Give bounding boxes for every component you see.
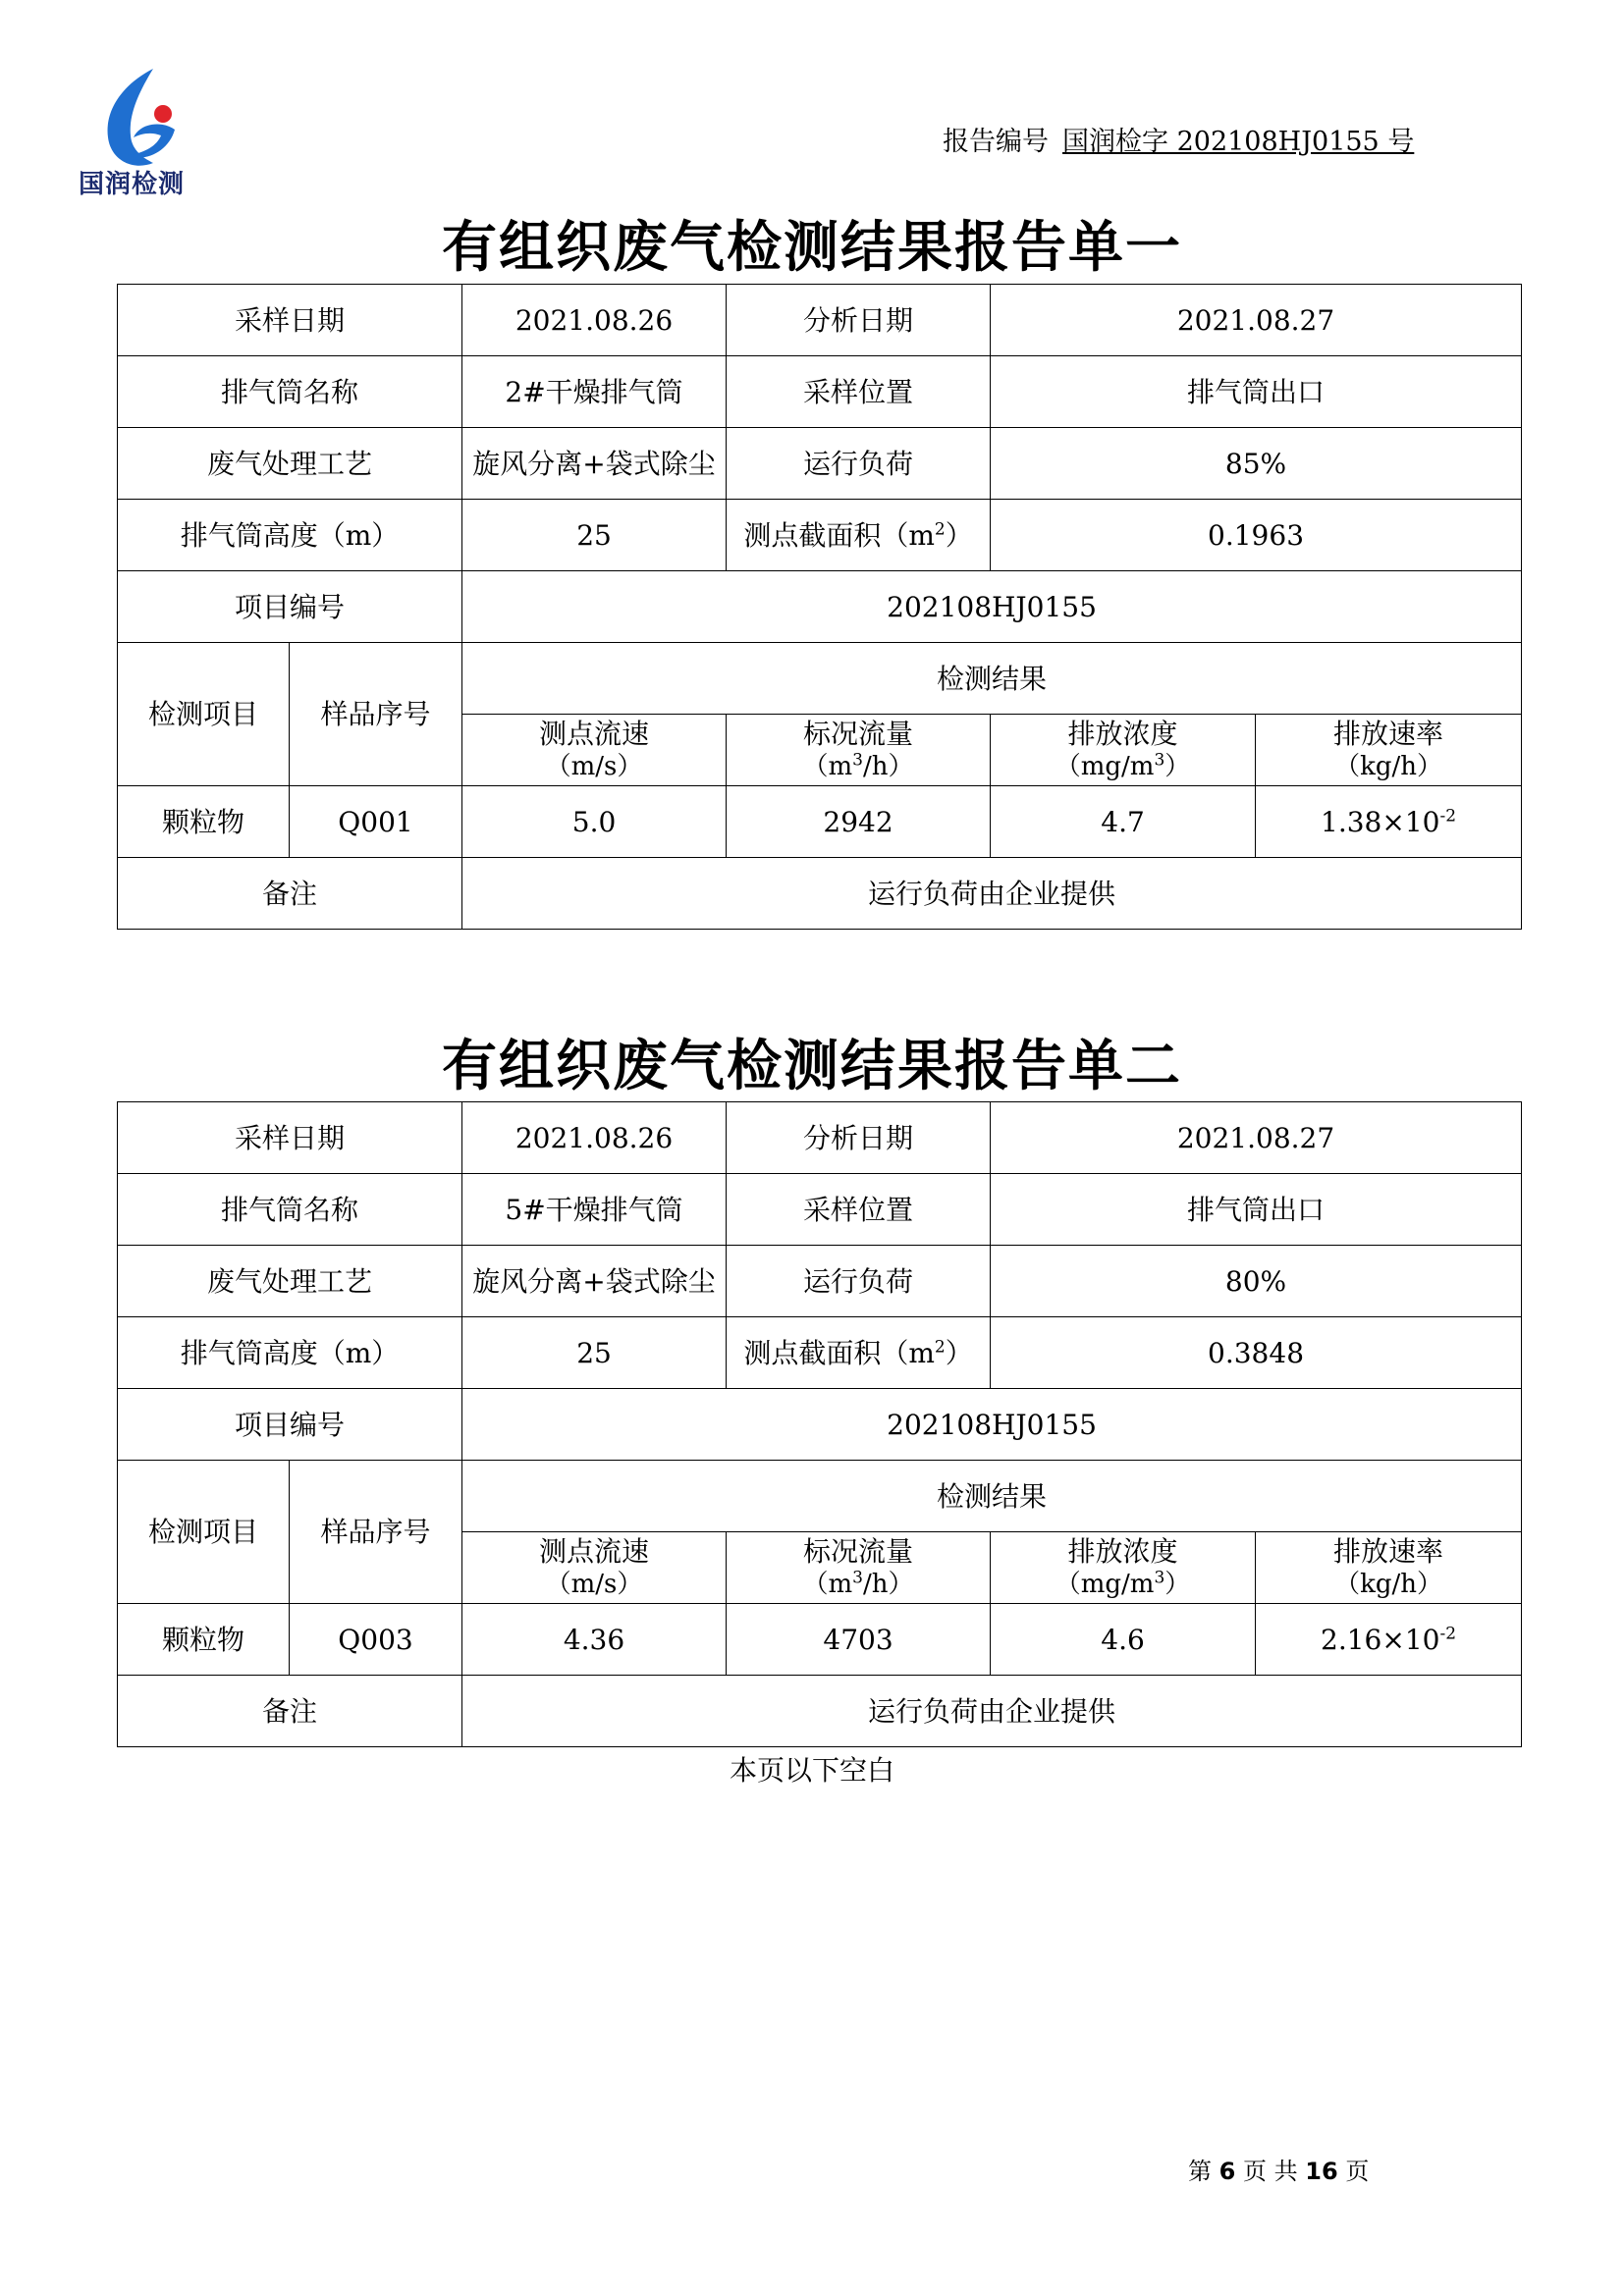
- sampling-date-value: 2021.08.26: [462, 285, 727, 356]
- test-result-label: 检测结果: [462, 643, 1522, 715]
- table-row: [118, 500, 1522, 571]
- report-table-2: [117, 1101, 1522, 1747]
- section-area-value: 0.3848: [991, 1317, 1522, 1389]
- report-number: [943, 120, 1414, 158]
- sampling-date-label: 采样日期: [118, 1102, 462, 1174]
- project-no-value: 202108HJ0155: [462, 1389, 1522, 1461]
- table-row: [118, 786, 1522, 858]
- row-sample: Q003: [290, 1604, 462, 1676]
- sample-no-label: 样品序号: [290, 1461, 462, 1604]
- test-result-label: 检测结果: [462, 1461, 1522, 1532]
- load-value: 85%: [991, 428, 1522, 500]
- col-rate: 排放速率 （kg/h）: [1256, 715, 1522, 786]
- table-row: [118, 571, 1522, 643]
- report-title-1: 有组织废气检测结果报告单一: [442, 216, 1182, 280]
- table-row: [118, 428, 1522, 500]
- project-no-value: 202108HJ0155: [462, 571, 1522, 643]
- col-velocity: 测点流速 （m/s）: [462, 1532, 727, 1604]
- table-row: [118, 1102, 1522, 1174]
- col-flow: 标况流量 $(m^3/h)$: [727, 715, 991, 786]
- remark-label: 备注: [118, 858, 462, 930]
- stack-name-value: 5#干燥排气筒: [462, 1174, 727, 1246]
- sampling-date-value: 2021.08.26: [462, 1102, 727, 1174]
- blank-page-note: 本页以下空白: [729, 1754, 894, 1787]
- table-row: [118, 1246, 1522, 1317]
- row-item: 颗粒物: [118, 1604, 290, 1676]
- row-velocity: 4.36: [462, 1604, 727, 1676]
- report-title-2: 有组织废气检测结果报告单二: [442, 1035, 1182, 1098]
- process-value: 旋风分离+袋式除尘: [462, 1246, 727, 1317]
- process-label: 废气处理工艺: [118, 1246, 462, 1317]
- load-value: 80%: [991, 1246, 1522, 1317]
- sampling-position-label: 采样位置: [727, 1174, 991, 1246]
- row-velocity: 5.0: [462, 786, 727, 858]
- table-row: [118, 1174, 1522, 1246]
- stack-height-value: 25: [462, 1317, 727, 1389]
- table-row: [118, 285, 1522, 356]
- process-label: 废气处理工艺: [118, 428, 462, 500]
- load-label: 运行负荷: [727, 1246, 991, 1317]
- table-row: [118, 858, 1522, 930]
- row-concentration: 4.6: [991, 1604, 1256, 1676]
- col-flow: 标况流量 $(m^3/h)$: [727, 1532, 991, 1604]
- report-table-1: [117, 284, 1522, 930]
- row-flow: 4703: [727, 1604, 991, 1676]
- stack-name-label: 排气筒名称: [118, 1174, 462, 1246]
- analysis-date-label: 分析日期: [727, 1102, 991, 1174]
- table-row: [118, 1461, 1522, 1532]
- table-row: [118, 356, 1522, 428]
- sample-no-label: 样品序号: [290, 643, 462, 786]
- company-logo-text: 国润检测: [79, 170, 186, 199]
- sampling-position-value: 排气筒出口: [991, 356, 1522, 428]
- remark-label: 备注: [118, 1676, 462, 1747]
- col-rate: 排放速率 （kg/h）: [1256, 1532, 1522, 1604]
- page-number: 第 6 页 共 16 页: [1188, 2158, 1370, 2185]
- analysis-date-label: 分析日期: [727, 285, 991, 356]
- load-label: 运行负荷: [727, 428, 991, 500]
- report-number-label: 报告编号: [943, 127, 1049, 157]
- analysis-date-value: 2021.08.27: [991, 285, 1522, 356]
- table-row: [118, 1676, 1522, 1747]
- row-flow: 2942: [727, 786, 991, 858]
- section-area-label: 测点截面积$(m^2)$: [727, 500, 991, 571]
- sampling-date-label: 采样日期: [118, 285, 462, 356]
- stack-name-value: 2#干燥排气筒: [462, 356, 727, 428]
- report-number-value: 国润检字 202108HJ0155 号: [1062, 127, 1415, 157]
- section-area-label: 测点截面积$(m^2)$: [727, 1317, 991, 1389]
- test-item-label: 检测项目: [118, 1461, 290, 1604]
- stack-height-label: 排气筒高度（m）: [118, 1317, 462, 1389]
- table-row: [118, 1389, 1522, 1461]
- stack-height-label: 排气筒高度（m）: [118, 500, 462, 571]
- section-area-value: 0.1963: [991, 500, 1522, 571]
- row-item: 颗粒物: [118, 786, 290, 858]
- process-value: 旋风分离+袋式除尘: [462, 428, 727, 500]
- col-concentration: 排放浓度 $(mg/m^3)$: [991, 715, 1256, 786]
- row-concentration: 4.7: [991, 786, 1256, 858]
- table-row: [118, 1604, 1522, 1676]
- table-row: [118, 1317, 1522, 1389]
- table-row: [118, 643, 1522, 715]
- row-sample: Q001: [290, 786, 462, 858]
- test-item-label: 检测项目: [118, 643, 290, 786]
- col-concentration: 排放浓度 $(mg/m^3)$: [991, 1532, 1256, 1604]
- row-rate: $2.16\times 10^{-2}$: [1256, 1604, 1522, 1676]
- sampling-position-label: 采样位置: [727, 356, 991, 428]
- col-velocity: 测点流速 （m/s）: [462, 715, 727, 786]
- remark-value: 运行负荷由企业提供: [462, 1676, 1522, 1747]
- project-no-label: 项目编号: [118, 571, 462, 643]
- stack-name-label: 排气筒名称: [118, 356, 462, 428]
- remark-value: 运行负荷由企业提供: [462, 858, 1522, 930]
- row-rate: $1.38\times 10^{-2}$: [1256, 786, 1522, 858]
- stack-height-value: 25: [462, 500, 727, 571]
- project-no-label: 项目编号: [118, 1389, 462, 1461]
- analysis-date-value: 2021.08.27: [991, 1102, 1522, 1174]
- sampling-position-value: 排气筒出口: [991, 1174, 1522, 1246]
